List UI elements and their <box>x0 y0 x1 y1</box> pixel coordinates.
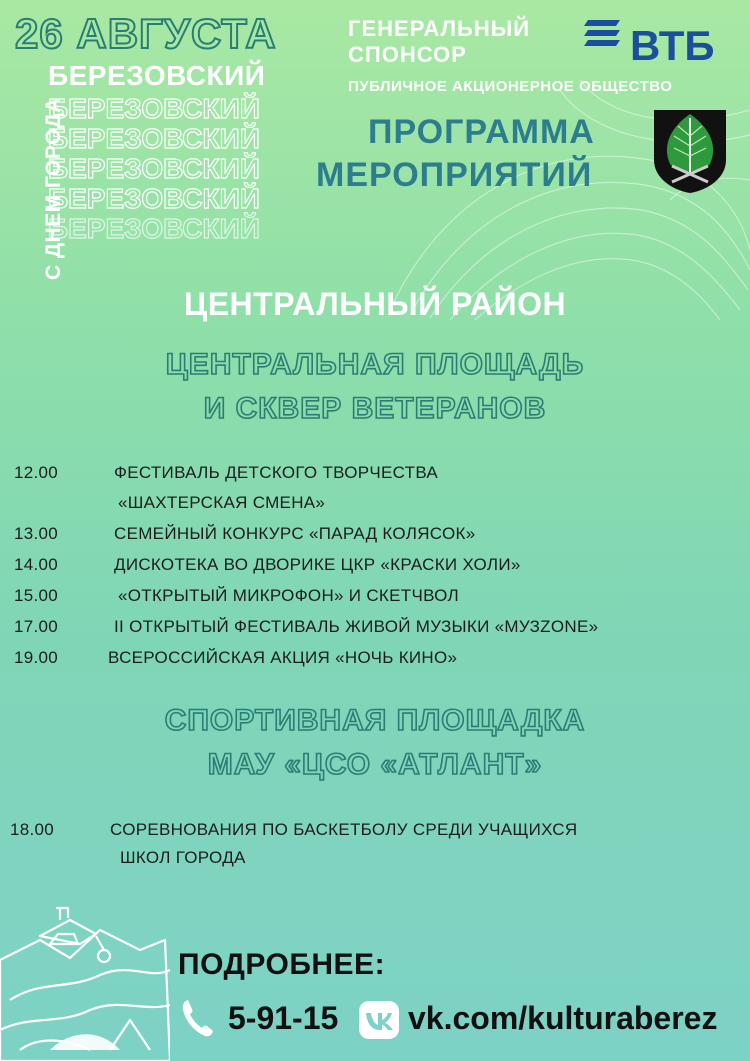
event-title: II ОТКРЫТЫЙ ФЕСТИВАЛЬ ЖИВОЙ МУЗЫКИ «МУЗZONE» <box>114 617 599 636</box>
event-time: 17.00 <box>14 617 59 636</box>
event-title: «ШАХТЕРСКАЯ СМЕНА» <box>118 493 326 512</box>
city-repeat: БЕРЕЗОВСКИЙ <box>48 213 260 244</box>
city-repeat-list <box>48 94 260 244</box>
sponsor-line1: ГЕНЕРАЛЬНЫЙ <box>348 16 531 41</box>
event-time: 15.00 <box>14 586 59 605</box>
vk-link[interactable]: vk.com/kulturaberez <box>408 1000 718 1036</box>
mining-city-illustration-icon <box>0 900 170 1061</box>
venue2-title-line1: СПОРТИВНАЯ ПЛОЩАДКА <box>164 704 586 737</box>
venue1-title-line2: И СКВЕР ВЕТЕРАНОВ <box>203 392 547 425</box>
event-time: 12.00 <box>14 463 59 482</box>
event-title: ДИСКОТЕКА ВО ДВОРИКЕ ЦКР «КРАСКИ ХОЛИ» <box>114 555 521 574</box>
city-heading: БЕРЕЗОВСКИЙ <box>48 60 266 91</box>
event-time: 19.00 <box>14 648 59 667</box>
venue2-title-line2: МАУ «ЦСО «АТЛАНТ» <box>207 748 543 781</box>
more-info-label: ПОДРОБНЕЕ: <box>178 948 386 981</box>
city-repeat: БЕРЕЗОВСКИЙ <box>48 183 260 214</box>
district-title: ЦЕНТРАЛЬНЫЙ РАЙОН <box>183 286 567 322</box>
vk-icon <box>358 1000 400 1040</box>
phone-icon <box>180 998 214 1038</box>
phone-number-link[interactable]: 5-91-15 <box>228 1000 339 1036</box>
event-title: ШКОЛ ГОРОДА <box>120 848 246 867</box>
program-title-line2: МЕРОПРИЯТИЙ <box>316 156 593 194</box>
event-title: «ОТКРЫТЫЙ МИКРОФОН» И СКЕТЧВОЛ <box>118 586 459 605</box>
event-time: 14.00 <box>14 555 59 574</box>
event-time: 13.00 <box>14 524 59 543</box>
sponsor-org-type: ПУБЛИЧНОЕ АКЦИОНЕРНОЕ ОБЩЕСТВО <box>348 78 673 95</box>
event-title: ФЕСТИВАЛЬ ДЕТСКОГО ТВОРЧЕСТВА <box>114 463 439 482</box>
city-repeat: БЕРЕЗОВСКИЙ <box>48 123 260 154</box>
event-title: СЕМЕЙНЫЙ КОНКУРС «ПАРАД КОЛЯСОК» <box>114 524 476 543</box>
event-title: ВСЕРОССИЙСКАЯ АКЦИЯ «НОЧЬ КИНО» <box>108 648 458 667</box>
program-title-line1: ПРОГРАММА <box>368 113 595 151</box>
sponsor-line2: СПОНСОР <box>348 42 467 67</box>
city-repeat: БЕРЕЗОВСКИЙ <box>48 93 260 124</box>
city-day-vertical: С ДНЕМ ГОРОДА <box>42 97 65 280</box>
vtb-bank-name: ВТБ <box>630 22 715 69</box>
venue1-title-line1: ЦЕНТРАЛЬНАЯ ПЛОЩАДЬ <box>165 348 585 381</box>
coat-of-arms-icon <box>652 108 728 194</box>
event-title: СОРЕВНОВАНИЯ ПО БАСКЕТБОЛУ СРЕДИ УЧАЩИХСЯ <box>110 820 578 839</box>
event-time: 18.00 <box>10 820 55 839</box>
date-heading: 26 АВГУСТА <box>15 10 277 57</box>
city-repeat: БЕРЕЗОВСКИЙ <box>48 153 260 184</box>
vtb-logo-icon <box>582 18 622 48</box>
